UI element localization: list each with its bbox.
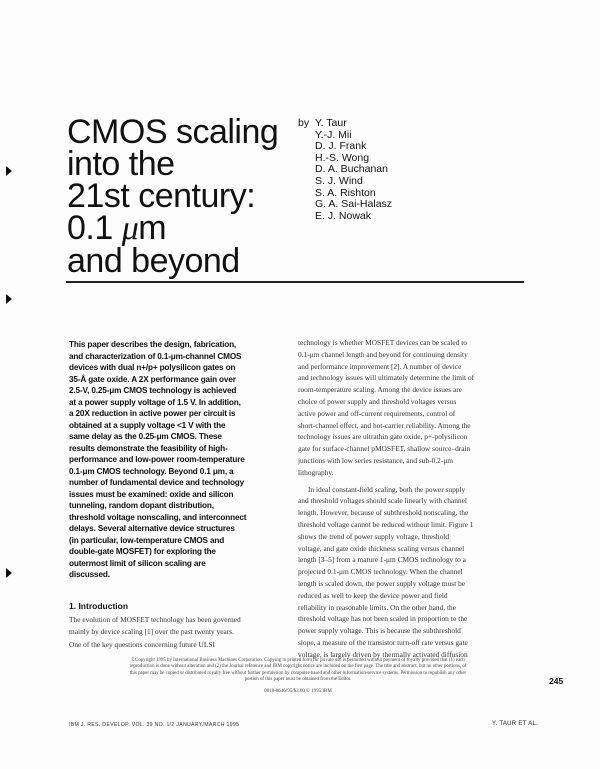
author-name: H.-S. Wong [315,151,370,164]
body-line: and technology issues will ultimately determine the limit of [298,373,475,383]
title-line: and beyond [67,242,240,280]
body-line: and performance improvement [2]. A number of device [298,361,462,371]
abstract-line: double-gate MOSFET) for exploring the [69,547,216,556]
body-line: slope, a measure of the transistor turn-off rate versus gate [298,637,468,647]
body-line: voltage, is largely driven by thermally activated diffusion [298,649,468,659]
title-line [67,209,307,247]
body-line: length. However, because of subthreshold nonscaling, the [298,508,469,518]
title-line: into the [67,145,175,183]
body-line: choice of power supply and threshold voltages versus [298,396,457,406]
body-line: technology is whether MOSFET devices can be scaled to [298,338,467,347]
margin-arrow-mark [6,568,12,578]
body-line: shows the trend of power supply voltage, threshold [298,531,450,541]
abstract-line: performance and low-power room-temperature [69,455,245,464]
author-name-text: Y. Taur [315,117,347,129]
title-line: 21st century: [67,177,256,215]
abstract-line: results demonstrate the feasibility of high- [69,443,228,453]
body-line: room-temperature scaling. Among the device issues are [298,385,462,395]
author-name: S. A. Rishton [315,186,376,199]
title-part: 0.1 [67,209,122,247]
body-line: length [3–5] from a mature 1-μm CMOS technology to a [298,555,466,565]
title-divider [66,281,524,283]
body-line: gate for surface-channel pMOSFET, shallow source–drain [298,444,471,454]
abstract-line: and characterization of 0.1-μm-channel CMOS [69,351,242,361]
body-line: short-channel effect, and hot-carrier reliability. Among the [298,420,471,430]
abstract-line: 2.5-V, 0.25-μm CMOS technology is achieved [69,386,237,395]
page-number: 245 [549,676,564,686]
author-name: G. A. Sai-Halasz [315,198,393,211]
abstract-line: number of fundamental device and technology [69,478,245,487]
body-line: mainly by device scaling [1] over the past twenty years. [69,627,235,637]
abstract-line: outermost limit of silicon scaling are [69,558,206,568]
body-line: One of the key questions concerning future ULSI [69,639,215,649]
paper-title [67,113,307,280]
copyright-line: this paper may be copied or distributed royalty free without further permission by computer-based and other information-service systems. Permission to republish any other [129,670,467,676]
abstract-line: threshold voltage nonscaling, and interconnect [69,512,247,522]
author-name: S. J. Wind [315,174,363,187]
body-line: The evolution of MOSFET technology has been governed [69,615,241,624]
title-line: CMOS scaling [67,113,279,151]
abstract-line: (in particular, low-temperature CMOS and [69,535,225,545]
body-line: power supply voltage. This is because the subthreshold [298,626,461,636]
body-line: reliability in reasonable limits. On the other hand, the [298,602,457,612]
abstract-line: discussed. [69,570,110,579]
abstract-line: obtained at a supply voltage <1 V with the [69,420,226,430]
abstract-line: devices with dual n+/p+ polysilicon gates on [69,363,236,372]
body-line: threshold voltage has not been scaled in proportion to the [298,614,468,624]
intro-paragraph [69,614,283,651]
abstract-line: same delay as the 0.25-μm CMOS. These [69,432,222,441]
section-heading: 1. Introduction [69,601,129,611]
body-line: voltage, and gate oxide thickness scaling versus channel [298,543,465,553]
author-name: D. J. Frank [315,140,367,153]
body-line: threshold voltage cannot be reduced without limit. Figure 1 [298,519,474,529]
right-column-text [298,337,526,661]
title-mu-symbol: μ [121,210,139,247]
abstract-line: This paper describes the design, fabrication, [69,340,237,349]
copyright-line: reproduction is done without alteration and (2) the Journal reference and IBM copyright notice are included on the first page. The title and abstract, but no other portions, of [129,664,467,670]
abstract-line: at a power supply voltage of 1.5 V. In addition, [69,397,241,407]
title-part: m [138,209,167,247]
by-label: by [298,117,310,129]
body-line: 0.1-μm channel length and beyond for continuing density [298,349,468,359]
author-name: Y.-J. Mii [315,128,352,141]
body-line: length is scaled down, the power supply voltage must be [298,578,466,588]
abstract [69,339,280,581]
copyright-line: ©Copyright 1995 by International Business Machines Corporation. Copying in printed form for private use is permitted without payment of royalty provided that (1) each [131,658,465,663]
journal-footer: IBM J. RES. DEVELOP. VOL. 39 NO. 1/2 JANUARY/MARCH 1995 [69,722,240,728]
margin-arrow-mark [6,294,12,304]
body-line: In ideal constant-field scaling, both the power supply [308,484,466,494]
body-line: junctions with low series resistance, and sub-0.2-μm [298,455,454,465]
author-list [298,118,392,222]
copyright-line: portion of this paper must be obtained from the Editor. [244,677,352,683]
abstract-line: 35-Å gate oxide. A 2X performance gain over [69,374,236,384]
margin-arrow-mark [6,166,12,176]
body-line: active power and off-current requirements, control of [298,408,456,418]
body-line: projected 0.1-μm CMOS technology. When the channel [298,567,463,577]
author-name: D. A. Buchanan [315,163,388,176]
body-line: and threshold voltages should scale linearly with channel [298,496,467,506]
author-name [298,118,392,130]
abstract-line: delays. Several alternative device structures [69,524,235,533]
abstract-line: a 20X reduction in active power per circuit is [69,409,236,418]
copyright-notice [69,658,527,684]
abstract-line: 0.1-μm CMOS technology. Beyond 0.1 μm, a [69,466,234,476]
body-line: technology issues are ultrathin gate oxide, p+-polysilicon [298,432,468,442]
author-running-head: Y. TAUR ET AL. [492,721,539,727]
body-line: lithography. [298,467,334,477]
author-name: E. J. Nowak [315,209,372,222]
body-line: reduced as well to keep the device power and field [298,590,448,600]
abstract-line: tunneling, random dopant distribution, [69,501,214,510]
abstract-line: issues must be examined: oxide and silicon [69,489,234,499]
issn-line: 0018-8646/95/$3.00 © 1995 IBM [264,689,332,694]
